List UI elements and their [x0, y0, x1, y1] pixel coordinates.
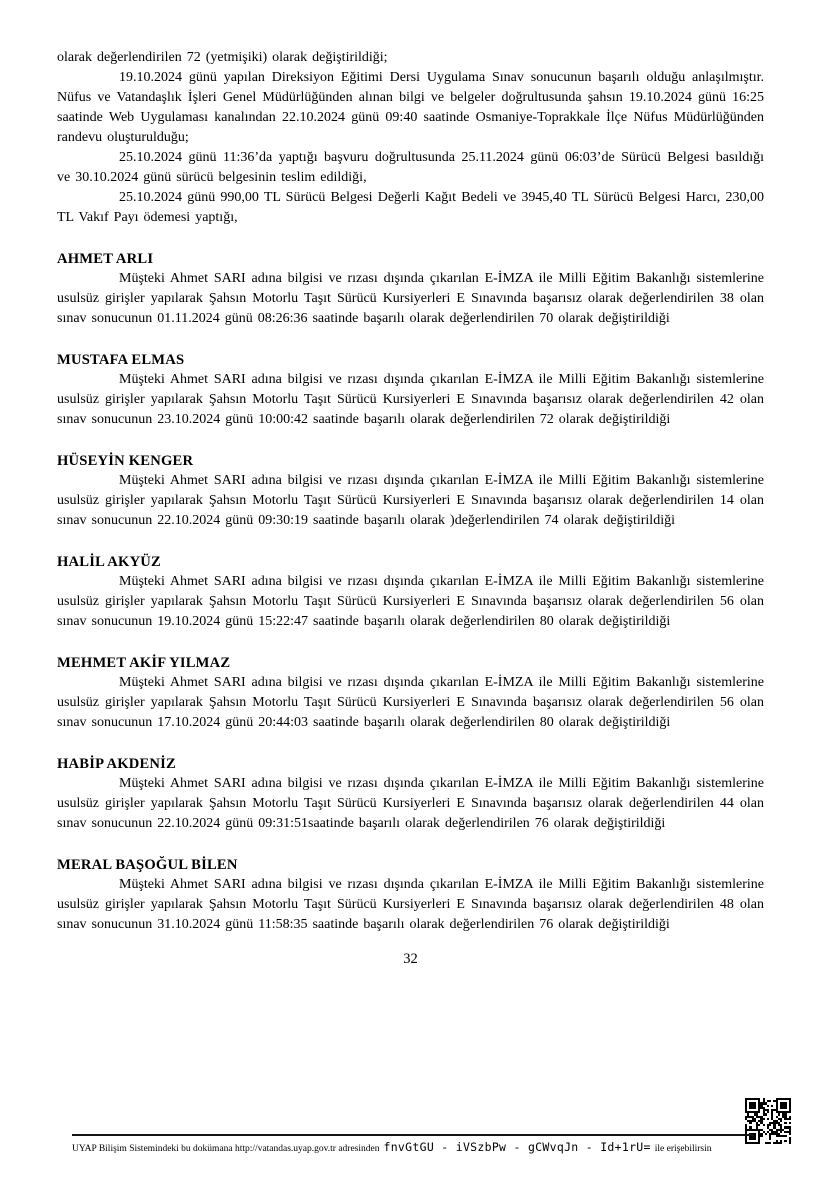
- complainant-section: [57, 350, 764, 430]
- footer-access-text: UYAP Bilişim Sistemindeki bu dokümana http://vatandas.uyap.gov.tr adresinden: [72, 1144, 380, 1154]
- complainant-section: [57, 855, 764, 935]
- complainant-section: [57, 451, 764, 531]
- footer-access-suffix: ile erişebilirsin: [654, 1144, 712, 1154]
- footer: [72, 1134, 754, 1156]
- section-heading: HALİL AKYÜZ: [57, 554, 161, 570]
- page-number: 32: [403, 951, 418, 967]
- section-body: Müşteki Ahmet SARI adına bilgisi ve rızası dışında çıkarılan E-İMZA ile Milli Eğitim Bakanlığı sistemlerine usulsüz girişler yapılarak Şahsın Motorlu Taşıt Sürücü Kursiyerleri E Sınavında başarısız olarak değerlendirilen 42 olan sınav sonucunun 23.10.2024 günü 10:00:42 saatinde başarılı olarak değerlendirilen 72 olarak değiştirildiği: [57, 372, 764, 427]
- section-body: Müşteki Ahmet SARI adına bilgisi ve rızası dışında çıkarılan E-İMZA ile Milli Eğitim Bakanlığı sistemlerine usulsüz girişler yapılarak Şahsın Motorlu Taşıt Sürücü Kursiyerleri E Sınavında başarısız olarak değerlendirilen 56 olan sınav sonucunun 17.10.2024 günü 20:44:03 saatinde başarılı olarak değerlendirilen 80 olarak değiştirildiği: [57, 675, 764, 730]
- section-heading: HABİP AKDENİZ: [57, 756, 176, 772]
- paragraph: 25.10.2024 günü 990,00 TL Sürücü Belgesi Değerli Kağıt Bedeli ve 3945,40 TL Sürücü Belgesi Harcı, 230,00 TL Vakıf Payı ödemesi yaptığı,: [57, 190, 764, 225]
- section-heading: MERAL BAŞOĞUL BİLEN: [57, 857, 238, 873]
- complainant-section: [57, 249, 764, 329]
- section-body: Müşteki Ahmet SARI adına bilgisi ve rızası dışında çıkarılan E-İMZA ile Milli Eğitim Bakanlığı sistemlerine usulsüz girişler yapılarak Şahsın Motorlu Taşıt Sürücü Kursiyerleri E Sınavında başarısız olarak değerlendirilen 56 olan sınav sonucunun 19.10.2024 günü 15:22:47 saatinde başarılı olarak değerlendirilen 80 olarak değiştirildiği: [57, 574, 764, 629]
- intro-block: [57, 48, 764, 228]
- complainant-section: [57, 653, 764, 733]
- complainant-section: [57, 754, 764, 834]
- section-heading: MUSTAFA ELMAS: [57, 352, 185, 368]
- section-heading: MEHMET AKİF YILMAZ: [57, 655, 231, 671]
- section-body: Müşteki Ahmet SARI adına bilgisi ve rızası dışında çıkarılan E-İMZA ile Milli Eğitim Bakanlığı sistemlerine usulsüz girişler yapılarak Şahsın Motorlu Taşıt Sürücü Kursiyerleri E Sınavında başarısız olarak değerlendirilen 14 olan sınav sonucunun 22.10.2024 günü 09:30:19 saatinde başarılı olarak )değerlendirilen 74 olarak değiştirildiği: [57, 473, 764, 528]
- section-body: Müşteki Ahmet SARI adına bilgisi ve rızası dışında çıkarılan E-İMZA ile Milli Eğitim Bakanlığı sistemlerine usulsüz girişler yapılarak Şahsın Motorlu Taşıt Sürücü Kursiyerleri E Sınavında başarısız olarak değerlendirilen 38 olan sınav sonucunun 01.11.2024 günü 08:26:36 saatinde başarılı olarak değerlendirilen 70 olarak değiştirildiği: [57, 271, 764, 326]
- section-heading: AHMET ARLI: [57, 251, 154, 267]
- document-body: [57, 48, 764, 969]
- section-body: Müşteki Ahmet SARI adına bilgisi ve rızası dışında çıkarılan E-İMZA ile Milli Eğitim Bakanlığı sistemlerine usulsüz girişler yapılarak Şahsın Motorlu Taşıt Sürücü Kursiyerleri E Sınavında başarısız olarak değerlendirilen 44 olan sınav sonucunun 22.10.2024 günü 09:31:51saatinde başarılı olarak değerlendirilen 76 olarak değiştirildiği: [57, 776, 764, 831]
- verification-code: fnvGtGU - iVSzbPw - gCWvqJn - Id+1rU=: [383, 1140, 651, 1154]
- complainant-section: [57, 552, 764, 632]
- section-body: Müşteki Ahmet SARI adına bilgisi ve rızası dışında çıkarılan E-İMZA ile Milli Eğitim Bakanlığı sistemlerine usulsüz girişler yapılarak Şahsın Motorlu Taşıt Sürücü Kursiyerleri E Sınavında başarısız olarak değerlendirilen 48 olan sınav sonucunun 31.10.2024 günü 11:58:35 saatinde başarılı olarak değerlendirilen 76 olarak değiştirildiği: [57, 877, 764, 932]
- paragraph: 25.10.2024 günü 11:36’da yaptığı başvuru doğrultusunda 25.11.2024 günü 06:03’de Sürücü Belgesi basıldığı ve 30.10.2024 günü sürücü belgesinin teslim edildiği,: [57, 150, 764, 185]
- section-heading: HÜSEYİN KENGER: [57, 453, 194, 469]
- paragraph: 19.10.2024 günü yapılan Direksiyon Eğitimi Dersi Uygulama Sınav sonucunun başarılı olduğu anlaşılmıştır. Nüfus ve Vatandaşlık İşleri Genel Müdürlüğünden alınan bilgi ve belgeler doğrultusunda şahsın 19.10.2024 günü 16:25 saatinde Web Uygulaması kanalından 22.10.2024 günü 09:40 saatinde Osmaniye-Toprakkale İlçe Nüfus Müdürlüğünden randevu oluşturulduğu;: [57, 70, 764, 145]
- paragraph: olarak değerlendirilen 72 (yetmişiki) olarak değiştirildiği;: [57, 50, 388, 65]
